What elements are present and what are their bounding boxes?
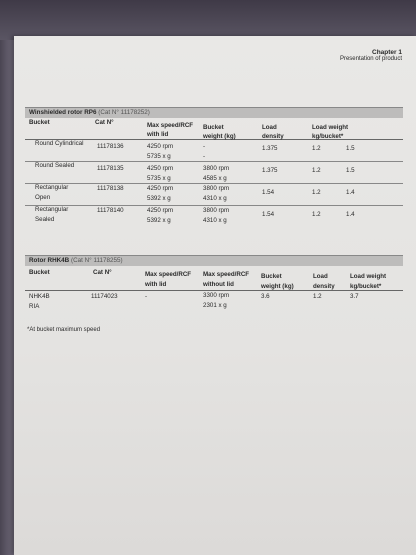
cell-lw1: 1.2 xyxy=(312,145,321,152)
cell-weight: 3.6 xyxy=(261,293,270,300)
header-loadweight: Load weight xyxy=(350,273,387,280)
header-speed: Max speed/RCF xyxy=(147,122,194,129)
table-row xyxy=(25,206,403,227)
cell-density: 1.375 xyxy=(262,167,278,174)
cell-speed: 4250 rpm xyxy=(147,165,174,172)
header-weight: Bucket xyxy=(261,273,282,280)
cell-bucket: NHK4B xyxy=(29,293,50,300)
rotor-rhk4b-table xyxy=(25,255,403,313)
table-header xyxy=(25,118,403,140)
header-cat: Cat N° xyxy=(95,119,114,126)
cell-speed: 4250 rpm xyxy=(147,207,174,214)
cell-density: 1.375 xyxy=(262,145,278,152)
cell-weight: 3800 rpm xyxy=(203,165,230,172)
cell-weight-2: 4585 x g xyxy=(203,175,227,182)
cell-speed-2: 5392 x g xyxy=(147,217,171,224)
cell-lw2: 1.5 xyxy=(346,167,355,174)
header-density-2: density xyxy=(262,133,284,140)
cell-speed-2: 5735 x g xyxy=(147,175,171,182)
chapter-title: Chapter 1 xyxy=(372,49,402,56)
cell-cat: 11178136 xyxy=(97,143,124,150)
cell-speed-2: 5735 x g xyxy=(147,153,171,160)
cell-weight-2: 4310 x g xyxy=(203,217,227,224)
header-speed-2: with lid xyxy=(147,131,169,138)
table-title-band xyxy=(25,107,403,118)
table-title-band xyxy=(25,255,403,266)
header-bucket: Bucket xyxy=(29,119,50,126)
header-bucket: Bucket xyxy=(29,269,50,276)
cell-weight: - xyxy=(203,143,206,150)
cell-weight: 3800 rpm xyxy=(203,185,230,192)
cell-cat: 11178135 xyxy=(97,165,124,172)
table-title: Winshielded rotor RP6 xyxy=(29,109,97,116)
cell-cat: 11178140 xyxy=(97,207,124,214)
header-loadweight-2: kg/bucket* xyxy=(350,283,382,290)
chapter-subtitle: Presentation of product xyxy=(339,56,402,62)
header-speed-lid: Max speed/RCF xyxy=(145,271,192,278)
cell-bucket-2: RIA xyxy=(29,303,40,310)
cell-bucket: Rectangular xyxy=(35,184,69,191)
header-density: Load xyxy=(262,124,277,131)
cell-speed: 4250 rpm xyxy=(147,185,174,192)
table-row xyxy=(25,184,403,206)
table-title: Rotor RHK4B xyxy=(29,257,70,264)
cell-bucket-2: Sealed xyxy=(35,216,55,223)
cell-bucket: Round Cylindrical xyxy=(35,140,84,147)
header-cat: Cat N° xyxy=(93,269,112,276)
table-cat: (Cat N° 11178255) xyxy=(70,257,123,264)
header-weight-2: weight (kg) xyxy=(261,283,294,290)
cell-cat: 11178138 xyxy=(97,185,124,192)
rotor-rp6-table xyxy=(25,107,403,227)
header-loadweight-2: kg/bucket* xyxy=(312,133,344,140)
cell-bucket: Rectangular xyxy=(35,206,69,213)
cell-speed: 4250 rpm xyxy=(147,143,174,150)
header-density: Load xyxy=(313,273,328,280)
header-loadweight: Load weight xyxy=(312,124,349,131)
table-cat: (Cat N° 11178252) xyxy=(98,109,150,116)
cell-density: 1.54 xyxy=(262,189,275,196)
cell-lw2: 1.4 xyxy=(346,189,355,196)
cell-density: 1.54 xyxy=(262,211,275,218)
cell-lw2: 1.5 xyxy=(346,145,355,152)
chapter-heading xyxy=(340,49,402,63)
cell-lw2: 1.4 xyxy=(346,211,355,218)
cell-lw1: 1.2 xyxy=(312,211,321,218)
cell-speed-lid: - xyxy=(145,293,148,300)
cell-cat: 11174023 xyxy=(91,293,118,300)
table-row xyxy=(25,291,403,313)
cell-weight-2: - xyxy=(203,153,206,160)
cell-lw1: 1.2 xyxy=(312,167,321,174)
background-top xyxy=(0,0,416,40)
header-weight: Bucket xyxy=(203,124,224,131)
cell-weight-2: 4310 x g xyxy=(203,195,227,202)
cell-speed-nolid-2: 2301 x g xyxy=(203,302,227,309)
cell-weight: 3800 rpm xyxy=(203,207,230,214)
cell-speed-nolid: 3300 rpm xyxy=(203,292,230,299)
header-density-2: density xyxy=(313,283,335,290)
cell-bucket: Round Sealed xyxy=(35,162,75,169)
cell-speed-2: 5392 x g xyxy=(147,195,171,202)
table-header xyxy=(25,266,403,291)
cell-bucket-2: Open xyxy=(35,194,51,201)
footnote: *At bucket maximum speed xyxy=(27,327,101,333)
cell-loadweight: 3.7 xyxy=(350,293,359,300)
header-weight-2: weight (kg) xyxy=(203,133,236,140)
header-speed-nolid: Max speed/RCF xyxy=(203,271,250,278)
cell-lw1: 1.2 xyxy=(312,189,321,196)
header-speed-nolid-2: without lid xyxy=(203,281,234,288)
table-row xyxy=(25,162,403,184)
table-row xyxy=(25,140,403,162)
cell-density: 1.2 xyxy=(313,293,322,300)
header-speed-lid-2: with lid xyxy=(145,281,167,288)
